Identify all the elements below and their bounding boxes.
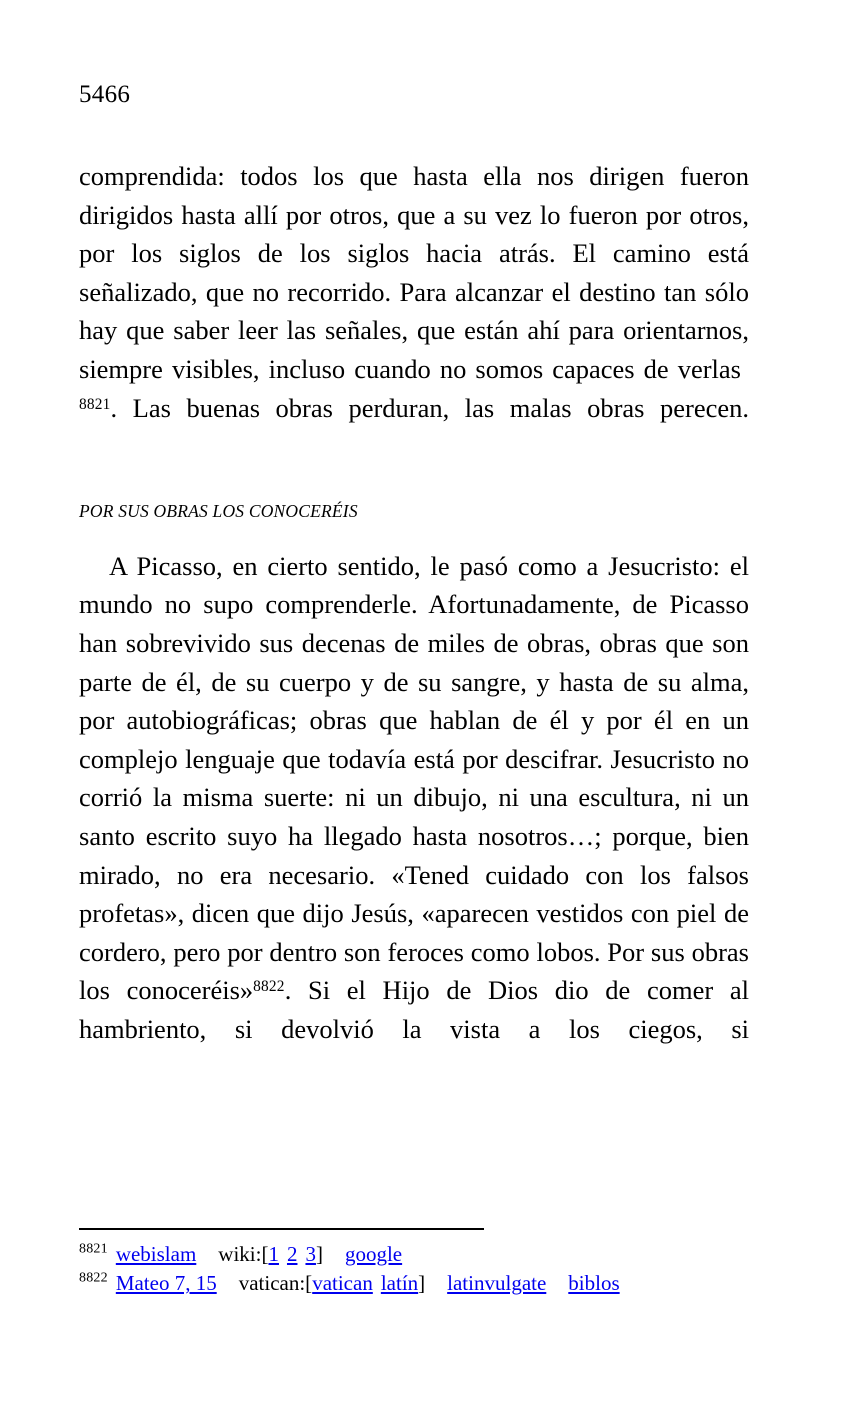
footnote-link-vatican[interactable]: vatican [312, 1271, 373, 1295]
footnote-link-wiki-2[interactable]: 2 [286, 1242, 298, 1266]
heading-top-spacer [79, 466, 749, 500]
footnote-link-latin[interactable]: latín [380, 1271, 419, 1295]
page-number: 5466 [79, 81, 131, 108]
footnote-8822 [79, 1269, 779, 1298]
footnote-separator-rule [79, 1228, 484, 1230]
footnote-link-latinvulgate[interactable]: latinvulgate [447, 1271, 547, 1295]
footnote-link-biblos[interactable]: biblos [568, 1271, 620, 1295]
footnote-bracket-close: ] [315, 1242, 323, 1266]
paragraph-1-text-after-footnote: . Las buenas obras perduran, las malas obras perecen. [110, 392, 749, 423]
heading-bottom-spacer [79, 522, 749, 547]
footnote-label-wiki: wiki:[ [218, 1242, 269, 1266]
section-heading: POR SUS OBRAS LOS CONOCERÉIS [79, 500, 358, 521]
footnote-bracket-close: ] [418, 1271, 426, 1295]
footnote-number-8821: 8821 [79, 1241, 108, 1257]
footnote-reference-8822[interactable]: 8822 [253, 978, 285, 996]
footnote-link-wiki-3[interactable]: 3 [305, 1242, 316, 1266]
footnote-link-google[interactable]: google [344, 1242, 403, 1266]
footnote-8821 [79, 1240, 779, 1269]
document-body [79, 157, 749, 1087]
footnote-reference-8821[interactable]: 8821 [79, 395, 111, 413]
footnote-link-webislam[interactable]: webislam [115, 1242, 197, 1266]
footnote-number-8822: 8822 [79, 1270, 108, 1286]
footnote-link-wiki-1[interactable]: 1 [268, 1242, 279, 1266]
paragraph-1 [79, 157, 749, 466]
paragraph-2-text-after-footnote: . Si el Hijo de Dios dio de comer al hambriento, si devolvió la vista a los ciegos, si [79, 975, 749, 1044]
paragraph-1-text-before-footnote: comprendida: todos los que hasta ella nos dirigen fueron dirigidos hasta allí por otros, que a su vez lo fueron por otros, por los siglos de los siglos hacia atrás. El camino está señalizado, que no recorrido. Para alcanzar el destino tan sólo hay que saber leer las señales, que están ahí para orientarnos, siempre visibles, incluso cuando no somos capaces de verlas [79, 161, 749, 384]
footnote-label-vatican: vatican:[ [238, 1271, 313, 1295]
footnote-section [79, 1228, 779, 1298]
footnote-link-mateo[interactable]: Mateo 7, 15 [115, 1271, 217, 1295]
paragraph-2 [79, 547, 749, 1087]
paragraph-2-text-before-footnote: A Picasso, en cierto sentido, le pasó como a Jesucristo: el mundo no supo comprenderle. Afortunadamente, de Picasso han sobrevivido sus decenas de miles de obras, obras que son parte de él, de su cuerpo y de su sangre, y hasta de su alma, por autobiográficas; obras que hablan de él y por él en un complejo lenguaje que todavía está por descifrar. Jesucristo no corrió la misma suerte: ni un dibujo, ni una escultura, ni un santo escrito suyo ha llegado hasta nosotros…; porque, bien mirado, no era necesario. «Tened cuidado con los falsos profetas», dicen que dijo Jesús, «aparecen vestidos con piel de cordero, pero por dentro son feroces como lobos. Por sus obras los conoceréis» [79, 550, 749, 1006]
